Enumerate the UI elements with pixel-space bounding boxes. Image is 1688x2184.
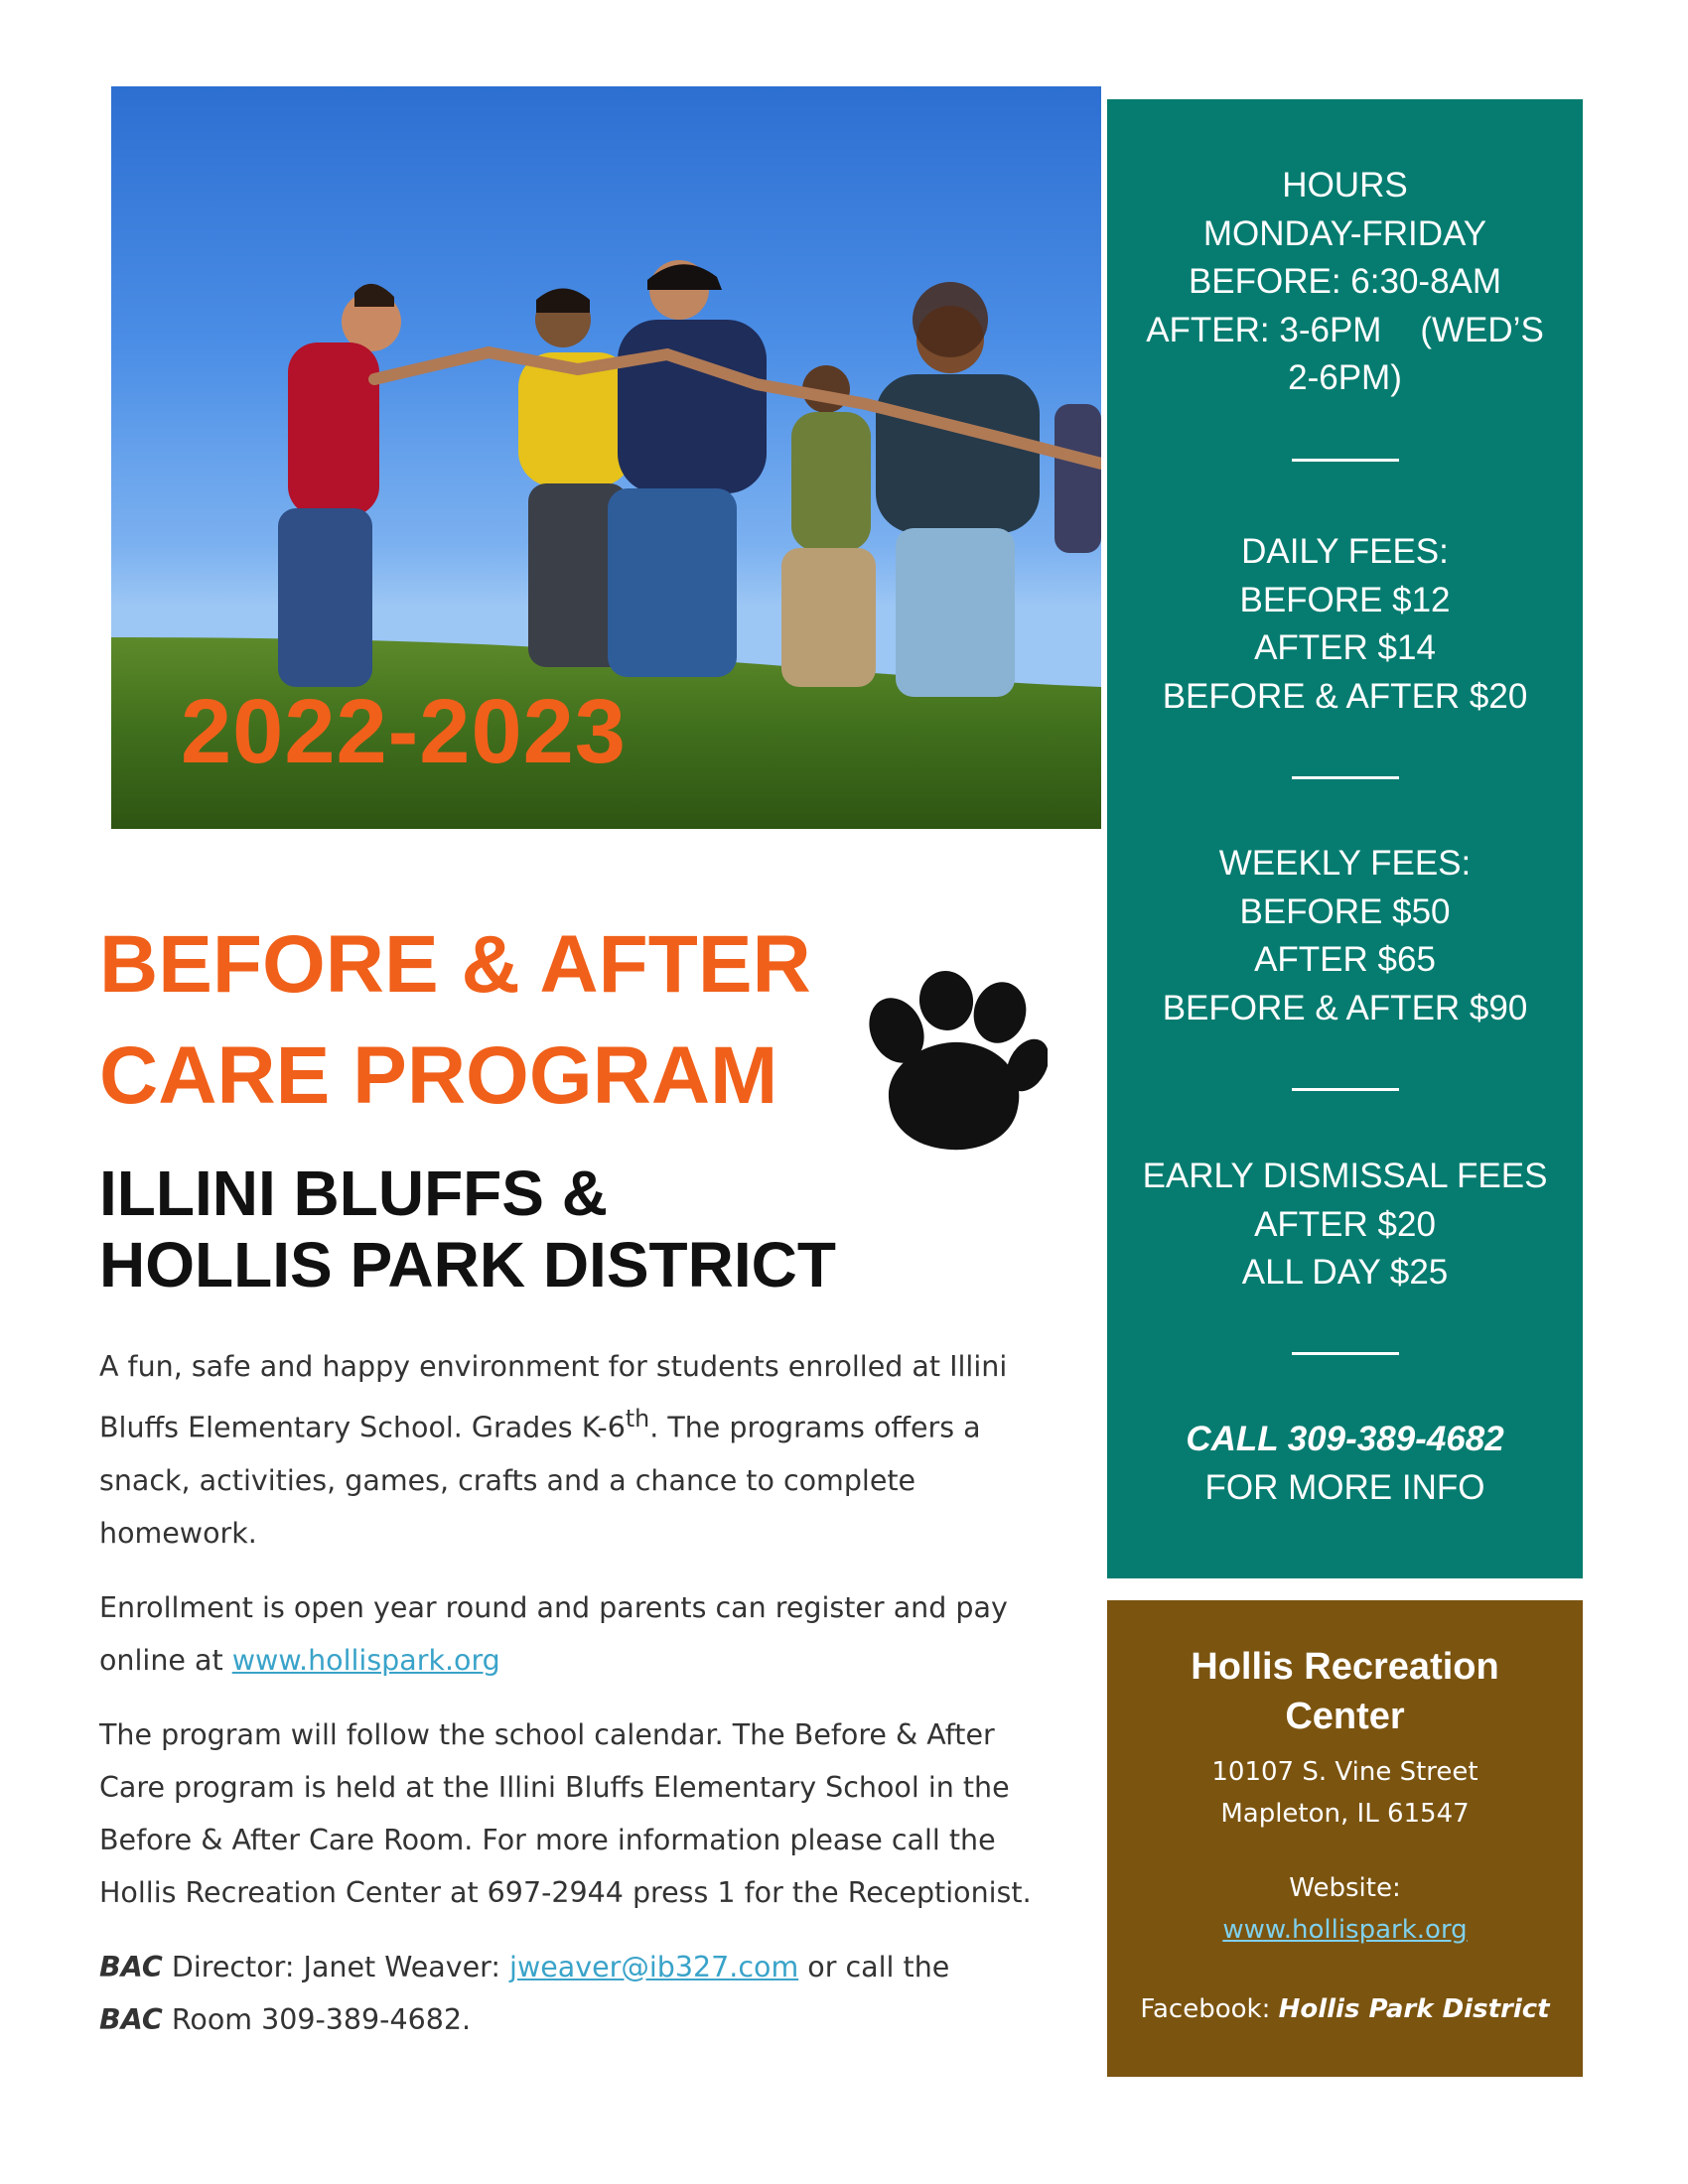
director-paragraph — [99, 1941, 1067, 2046]
daily-fees-block — [1107, 528, 1583, 721]
weekly-fee-before: BEFORE $50 — [1239, 891, 1451, 931]
facebook-label: Facebook: — [1140, 1994, 1279, 2024]
org-title-line2: HOLLIS PARK DISTRICT — [99, 1229, 836, 1300]
weekly-fees-block — [1107, 840, 1583, 1032]
description-paragraph-1 — [99, 1340, 1067, 1560]
enrollment-paragraph — [99, 1581, 1067, 1687]
rec-title-line1: Hollis Recreation — [1191, 1646, 1499, 1688]
call-text: or call the — [798, 1950, 950, 1983]
director-email-link[interactable]: jweaver@ib327.com — [509, 1950, 799, 1983]
program-title-line1: BEFORE & AFTER — [99, 919, 811, 1010]
calendar-paragraph: The program will follow the school calendar. The Before & After Care program is held at the Illini Bluffs Elementary School in the Before & After Care Room. For more information please call the Hollis Recreation Center at 697-2944 press 1 for the Receptionist. — [99, 1717, 1032, 1909]
organization-title — [99, 1158, 894, 1300]
description-text: A fun, safe and happy environment for students enrolled at Illini Bluffs Elementary School. Grades K-6 — [99, 1350, 1008, 1444]
daily-fees-heading: DAILY FEES: — [1241, 532, 1449, 571]
children-photo — [111, 86, 1101, 829]
rec-website — [1107, 1910, 1583, 1950]
room-phone-text: Room 309-389-4682. — [162, 2002, 472, 2036]
more-info: FOR MORE INFO — [1204, 1467, 1485, 1507]
program-title — [99, 909, 854, 1132]
description-text-continued: . The programs offers a snack, activities, games, crafts and a chance to complete homework. — [99, 1411, 981, 1550]
daily-fee-both: BEFORE & AFTER $20 — [1162, 676, 1528, 716]
org-title-line1: ILLINI BLUFFS & — [99, 1158, 608, 1229]
director-text: Director: Janet Weaver: — [162, 1950, 510, 1983]
rec-website-link[interactable]: www.hollispark.org — [1222, 1915, 1468, 1945]
divider — [1292, 776, 1399, 779]
facebook-name: Hollis Park District — [1278, 1994, 1550, 2024]
description-section — [99, 1340, 1067, 2068]
hours-after-wed: 2-6PM) — [1288, 358, 1402, 397]
bac-room-label: BAC — [99, 2002, 163, 2036]
info-sidebar — [1107, 99, 1583, 1578]
school-year-overlay: 2022-2023 — [181, 681, 627, 782]
weekly-fee-both: BEFORE & AFTER $90 — [1162, 988, 1528, 1027]
rec-center-title — [1107, 1642, 1583, 1741]
early-dismissal-all-day: ALL DAY $25 — [1241, 1253, 1449, 1292]
enrollment-text: Enrollment is open year round and parents can register and pay online at — [99, 1590, 1008, 1677]
website-label: Website: — [1289, 1873, 1401, 1903]
hours-days: MONDAY-FRIDAY — [1202, 213, 1487, 253]
address-city: Mapleton, IL 61547 — [1220, 1799, 1470, 1829]
early-dismissal-heading: EARLY DISMISSAL FEES — [1142, 1157, 1548, 1195]
call-phone: CALL 309-389-4682 — [1186, 1420, 1504, 1458]
hours-block — [1107, 162, 1583, 403]
weekly-fees-heading: WEEKLY FEES: — [1218, 844, 1472, 883]
weekly-fee-after: AFTER $65 — [1254, 940, 1436, 979]
early-dismissal-block — [1107, 1153, 1583, 1297]
divider — [1292, 459, 1399, 462]
website-link[interactable]: www.hollispark.org — [231, 1643, 500, 1677]
divider — [1292, 1088, 1399, 1091]
program-title-line2: CARE PROGRAM — [99, 1030, 778, 1121]
rec-center-address — [1107, 1751, 1583, 1835]
facebook-line — [1107, 1989, 1583, 2029]
daily-fee-before: BEFORE $12 — [1239, 580, 1451, 619]
contact-block — [1107, 1416, 1583, 1512]
rec-center-box — [1107, 1600, 1583, 2077]
paw-print-icon — [859, 971, 1048, 1155]
daily-fee-after: AFTER $14 — [1254, 628, 1436, 667]
early-dismissal-after: AFTER $20 — [1254, 1204, 1436, 1244]
grade-superscript: th — [625, 1405, 650, 1433]
divider — [1292, 1352, 1399, 1355]
hours-heading: HOURS — [1282, 166, 1408, 205]
address-street: 10107 S. Vine Street — [1211, 1757, 1478, 1787]
rec-title-line2: Center — [1285, 1696, 1405, 1737]
hours-after: AFTER: 3-6PM (WED’S — [1146, 310, 1544, 349]
hours-before: BEFORE: 6:30-8AM — [1188, 262, 1502, 301]
bac-label: BAC — [99, 1950, 163, 1983]
